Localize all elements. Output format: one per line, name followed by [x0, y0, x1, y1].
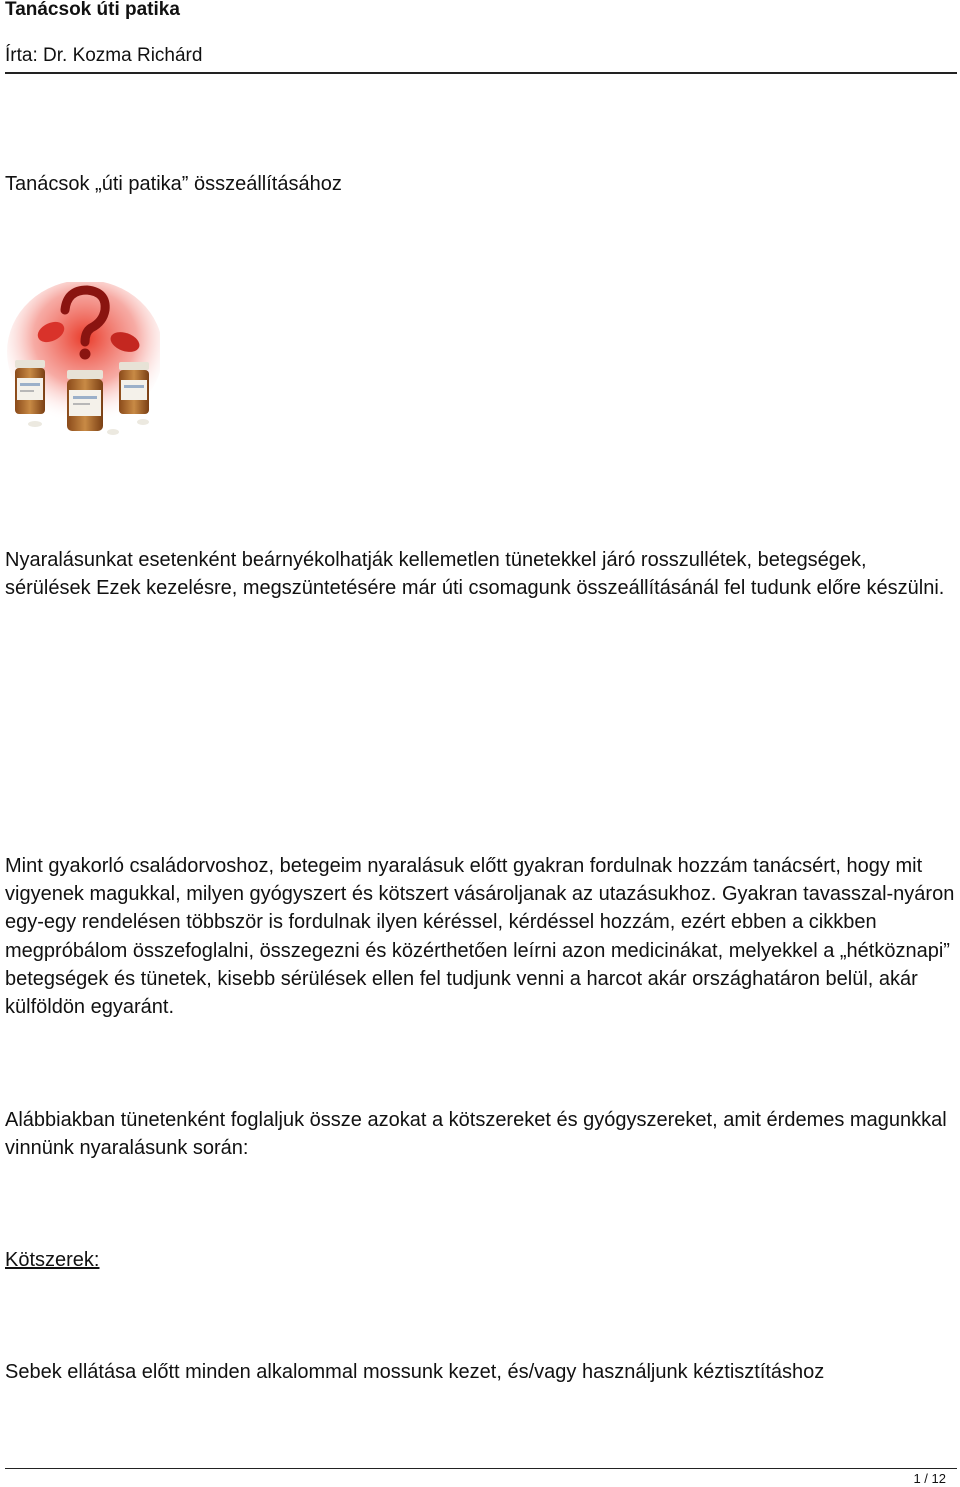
pill-bottles-illustration	[5, 282, 160, 437]
footer-divider	[5, 1468, 957, 1469]
author-line: Írta: Dr. Kozma Richárd	[5, 45, 203, 66]
document-title: Tanácsok úti patika	[5, 0, 180, 20]
question-mark-pill-bottles-icon	[5, 282, 160, 437]
wound-care-paragraph: Sebek ellátása előtt minden alkalommal mossunk kezet, és/vagy használjunk kéztisztításhoz	[5, 1361, 825, 1383]
header-divider	[5, 72, 957, 74]
intro-paragraph: Nyaralásunkat esetenként beárnyékolhatják kellemetlen tünetekkel járó rosszullétek, betegségek, sérülések Ezek kezelésre, megszüntetésére már úti csomagunk összeállításánál fel tudunk előre készülni.	[5, 549, 945, 600]
doctor-advice-paragraph: Mint gyakorló családorvoshoz, betegeim nyaralásuk előtt gyakran fordulnak hozzám tanácsért, hogy mit vigyenek magukkal, milyen gyógyszert és kötszert vásároljanak az utazásukhoz. Gyakran tavasszal-nyáron egy-egy rendelésen többször is fordulnak ilyen kéréssel, kérdéssel hozzám, ezért ebben a cikkben megpróbálom összefoglalni, összegezni és közérthetően leírni azon medicinákat, melyekkel a „hétköznapi” betegségek és tünetek, kisebb sérülések ellen fel tudjunk venni a harcot akár országhatáron belül, akár külföldön egyaránt.	[5, 855, 955, 1019]
section-heading-bandages: Kötszerek:	[5, 1249, 100, 1271]
page-number: 1 / 12	[913, 1471, 946, 1486]
summary-paragraph: Alábbiakban tünetenként foglaljuk össze azokat a kötszereket és gyógyszereket, amit érdemes magunkkal vinnünk nyaralásunk során:	[5, 1109, 947, 1160]
article-subtitle: Tanácsok „úti patika” összeállításához	[5, 173, 342, 195]
